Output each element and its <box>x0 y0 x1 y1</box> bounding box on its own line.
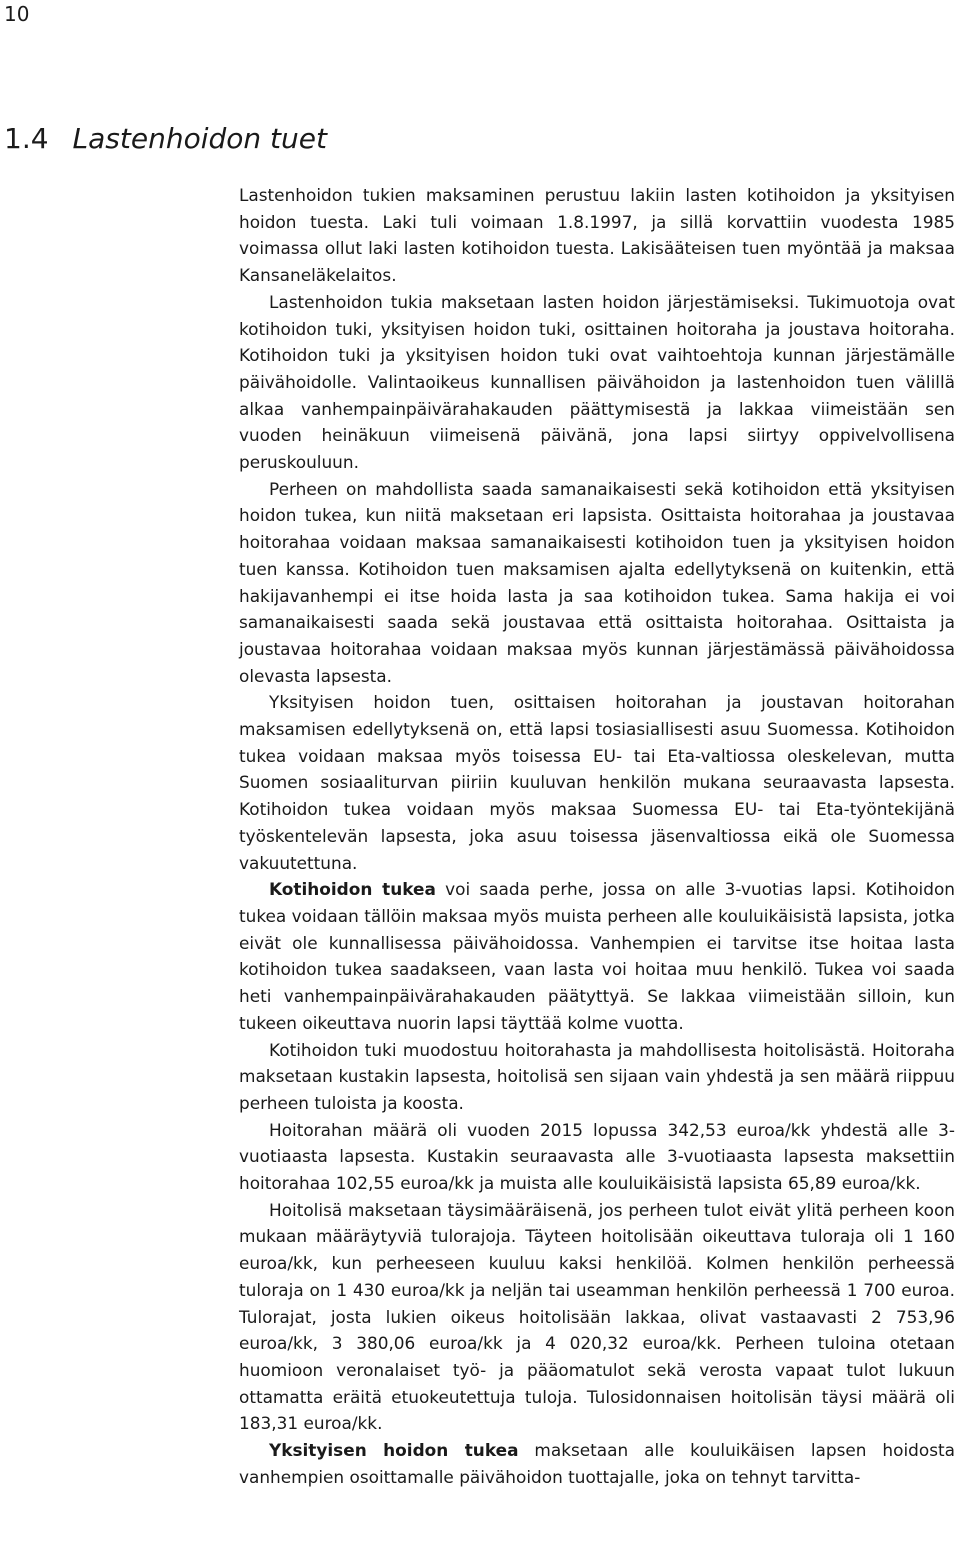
paragraph-lead-term: Yksityisen hoidon tukea <box>269 1440 519 1461</box>
paragraph-text: Yksityisen hoidon tuen, osittaisen hoitorahan ja joustavan hoitorahan maksamisen edellytyksenä on, että lapsi tosiasiallisesti asuu Suomessa. Kotihoidon tukea voidaan maksaa myös toisessa EU- tai Eta-valtiossa oleskelevan, mutta Suomen sosiaaliturvan piiriin kuuluvan henkilön mukana seuraavasta lapsesta. Kotihoidon tukea voidaan myös maksaa Suomessa EU- tai Eta-työntekijänä työskentelevän lapsesta, joka asuu toisessa jäsenvaltiossa eikä ole Suomessa vakuutettuna. <box>239 692 955 873</box>
paragraph <box>239 476 955 690</box>
page-number: 10 <box>4 2 30 26</box>
paragraph <box>239 182 955 289</box>
paragraph-text: Hoitorahan määrä oli vuoden 2015 lopussa 342,53 euroa/kk yhdestä alle 3-vuotiaasta lapsesta. Kustakin seuraavasta alle 3-vuotiaasta lapsesta maksettiin hoitorahaa 102,55 euroa/kk ja muista alle kouluikäisistä lapsista 65,89 euroa/kk. <box>239 1119 955 1194</box>
paragraph-text: Lastenhoidon tukien maksaminen perustuu lakiin lasten kotihoidon ja yksityisen hoidon tuesta. Laki tuli voimaan 1.8.1997, ja sillä korvattiin vuodesta 1985 voimassa ollut laki lasten kotihoidon tuesta. Lakisääteisen tuen myöntää ja maksaa Kansaneläkelaitos. <box>239 185 955 286</box>
paragraph <box>239 689 955 876</box>
paragraph-text: Perheen on mahdollista saada samanaikaisesti sekä kotihoidon että yksityisen hoidon tukea, kun niitä maksetaan eri lapsista. Osittaista hoitorahaa ja joustavaa hoitorahaa voidaan maksaa samanaikaisesti kotihoidon tuen ja yksityisen hoidon tuen kanssa. Kotihoidon tuen maksamisen ajalta edellytyksenä on kuitenkin, että hakijavanhempi ei itse hoida lasta ja saa kotihoidon tukea. Sama hakija ei voi samanaikaisesti saada sekä joustavaa että osittaista hoitorahaa. Osittaista ja joustavaa hoitorahaa voidaan maksaa myös kunnan järjestämässä päivähoidossa olevasta lapsesta. <box>239 478 955 686</box>
section-title: Lastenhoidon tuet <box>72 122 327 155</box>
paragraph-text: Lastenhoidon tukia maksetaan lasten hoidon järjestämiseksi. Tukimuotoja ovat kotihoidon tuki, yksityisen hoidon tuki, osittainen hoitoraha ja joustava hoitoraha. Kotihoidon tuki ja yksityisen hoidon tuki ovat vaihtoehtoja kunnan järjestämälle päivähoidolle. Valintaoikeus kunnallisen päivähoidon ja lastenhoidon tuen välillä alkaa vanhempainpäivärahakauden päättymisestä ja lakkaa viimeistään sen vuoden heinäkuun viimeisenä päivänä, jona lapsi siirtyy oppivelvollisena peruskouluun. <box>239 291 955 473</box>
paragraph-text: Kotihoidon tuki muodostuu hoitorahasta ja mahdollisesta hoitolisästä. Hoitoraha maksetaan kustakin lapsesta, hoitolisä sen sijaan vain yhdestä ja sen määrä riippuu perheen tuloista ja koosta. <box>239 1039 955 1113</box>
paragraph <box>239 1117 955 1197</box>
paragraph <box>239 876 955 1036</box>
body-text <box>239 182 955 1490</box>
paragraph <box>239 1037 955 1117</box>
paragraph-text: Hoitolisä maksetaan täysimääräisenä, jos perheen tulot eivät ylitä perheen koon mukaan määräytyviä tulorajoja. Täyteen hoitolisään oikeuttava tuloraja oli 1 160 euroa/kk, kun perheeseen kuuluu kaksi henkilöä. Kolmen henkilön perheessä tuloraja on 1 430 euroa/kk ja neljän tai useamman henkilön perheessä 1 700 euroa. Tulorajat, josta lukien oikeus hoitolisään lakkaa, olivat vastaavasti 2 753,96 euroa/kk, 3 380,06 euroa/kk ja 4 020,32 euroa/kk. Perheen tuloina otetaan huomioon veronalaiset työ- ja pääomatulot sekä verosta vapaat tulot lukuun ottamatta eräitä etuokeutettuja tuloja. Tulosidonnaisen hoitolisän täysi määrä oli 183,31 euroa/kk. <box>239 1199 955 1434</box>
paragraph-lead-term: Kotihoidon tukea <box>269 879 436 900</box>
paragraph <box>239 1197 955 1437</box>
paragraph <box>239 1437 955 1490</box>
paragraph-text: voi saada perhe, jossa on alle 3-vuotias lapsi. Kotihoidon tukea voidaan tällöin maksaa myös muista perheen alle kouluikäisistä lapsista, jotka eivät ole kunnallisessa päivähoidossa. Vanhempien ei tarvitse itse hoitaa lasta kotihoidon tukea saadakseen, vaan lasta voi hoitaa muu henkilö. Tukea voi saada heti vanhempainpäivärahakauden päätyttyä. Se lakkaa viimeistään silloin, kun tukeen oikeuttava nuorin lapsi täyttää kolme vuotta. <box>239 879 955 1033</box>
section-number: 1.4 <box>4 122 49 155</box>
paragraph-text: maksetaan alle kouluikäisen lapsen hoidosta vanhempien osoittamalle päivähoidon tuottajalle, joka on tehnyt tarvitta- <box>239 1440 955 1487</box>
section-heading <box>4 122 327 156</box>
paragraph <box>239 289 955 476</box>
